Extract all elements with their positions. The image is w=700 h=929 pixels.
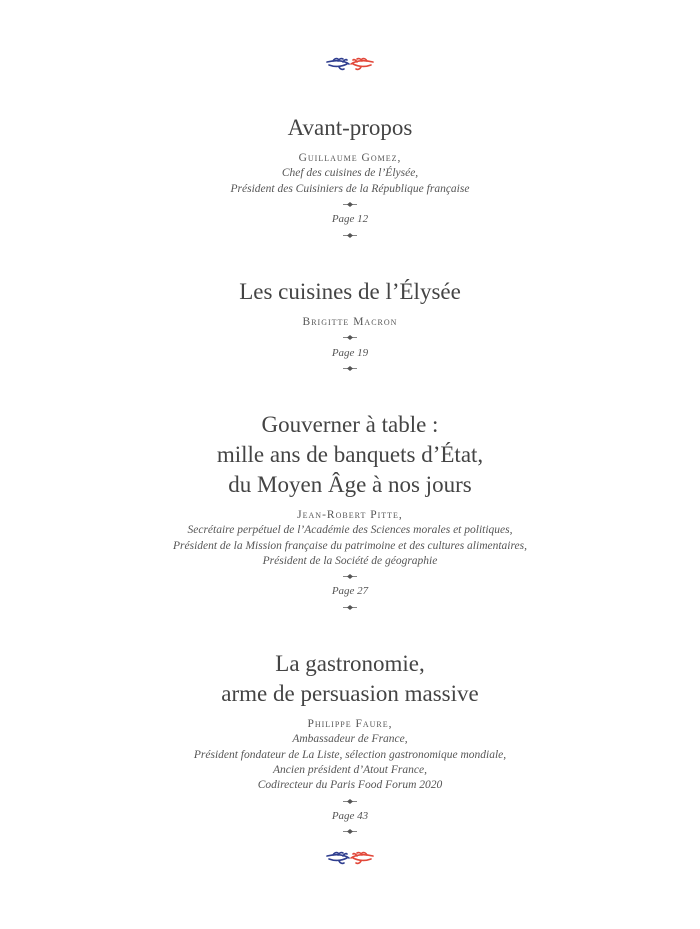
toc-entry [0, 649, 700, 839]
entry-title-line: arme de persuasion massive [221, 681, 479, 706]
diamond-separator-icon [0, 600, 700, 615]
entry-author: Guillaume Gomez, [298, 152, 402, 164]
entry-title-line: Gouverner à table : [261, 412, 439, 437]
diamond-separator-icon [0, 793, 700, 808]
entry-title [0, 410, 700, 500]
diamond-separator-icon [0, 824, 700, 839]
entry-title-line: Avant-propos [287, 115, 413, 140]
entry-title [0, 113, 700, 143]
entry-title-line: La gastronomie, [275, 651, 425, 676]
entry-author-role: Président des Cuisiniers de la République française [230, 182, 470, 195]
entry-author: Philippe Faure, [307, 718, 393, 730]
entry-author-role: Ambassadeur de France, [292, 733, 408, 746]
entry-page-number[interactable]: Page 12 [331, 213, 369, 226]
toc-entry [0, 277, 700, 376]
bottom-fleuron-ornament-icon [325, 851, 375, 865]
diamond-separator-icon [0, 361, 700, 376]
entry-title [0, 649, 700, 709]
entry-author-role: Ancien président d’Atout France, [273, 763, 427, 776]
entry-title-line: du Moyen Âge à nos jours [228, 472, 472, 497]
entry-author-role: Chef des cuisines de l’Élysée, [281, 167, 419, 180]
entry-title [0, 277, 700, 307]
entry-author-role: Président de la Société de géographie [262, 554, 438, 567]
diamond-separator-icon [0, 227, 700, 242]
diamond-separator-icon [0, 569, 700, 584]
diamond-separator-icon [0, 197, 700, 212]
entry-author: Jean-Robert Pitte, [297, 509, 403, 521]
entry-page-number[interactable]: Page 43 [331, 809, 369, 822]
entry-author-role: Président fondateur de La Liste, sélection gastronomique mondiale, [193, 748, 507, 761]
entry-title-line: Les cuisines de l’Élysée [239, 279, 461, 304]
toc-entry [0, 410, 700, 615]
toc-entry [0, 113, 700, 243]
diamond-separator-icon [0, 330, 700, 345]
entry-page-number[interactable]: Page 27 [331, 585, 369, 598]
entry-author-role: Président de la Mission française du patrimoine et des cultures alimentaires, [172, 539, 527, 552]
entry-title-line: mille ans de banquets d’État, [216, 442, 484, 467]
entry-page-number[interactable]: Page 19 [331, 346, 369, 359]
entry-author-role: Secrétaire perpétuel de l’Académie des Sciences morales et politiques, [187, 524, 513, 537]
top-fleuron-ornament-icon [325, 57, 375, 71]
entry-author-role: Codirecteur du Paris Food Forum 2020 [257, 779, 443, 792]
entry-author: Brigitte Macron [302, 316, 398, 328]
